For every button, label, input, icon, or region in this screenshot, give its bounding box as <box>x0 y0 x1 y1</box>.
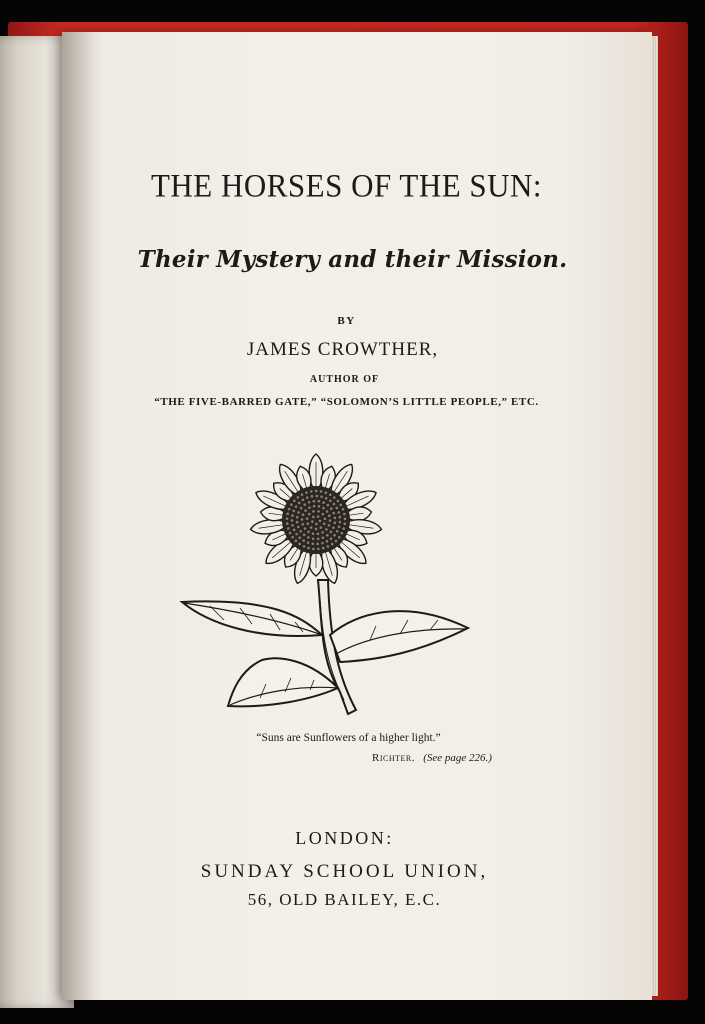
epigraph-reference: (See page 226.) <box>423 752 492 764</box>
sunflower-icon <box>170 430 480 730</box>
imprint-publisher: SUNDAY SCHOOL UNION, <box>200 861 489 882</box>
epigraph-attribution <box>372 752 492 764</box>
author-name: JAMES CROWTHER, <box>246 339 439 360</box>
epigraph-quote: “Suns are Sunflowers of a higher light.” <box>256 732 441 744</box>
imprint-city: LONDON: <box>295 828 394 848</box>
other-works: “THE FIVE-BARRED GATE,” “SOLOMON’S LITTLE PEOPLE,” ETC. <box>154 396 539 408</box>
book-subtitle: Their Mystery and their Mission. <box>137 246 568 273</box>
epigraph-source: Richter. <box>372 752 415 764</box>
book-title: THE HORSES OF THE SUN: <box>150 167 543 204</box>
author-of-label: AUTHOR OF <box>309 374 380 385</box>
leaf-right <box>330 611 468 662</box>
byline: BY <box>337 315 356 327</box>
imprint-address: 56, OLD BAILEY, E.C. <box>247 890 442 909</box>
